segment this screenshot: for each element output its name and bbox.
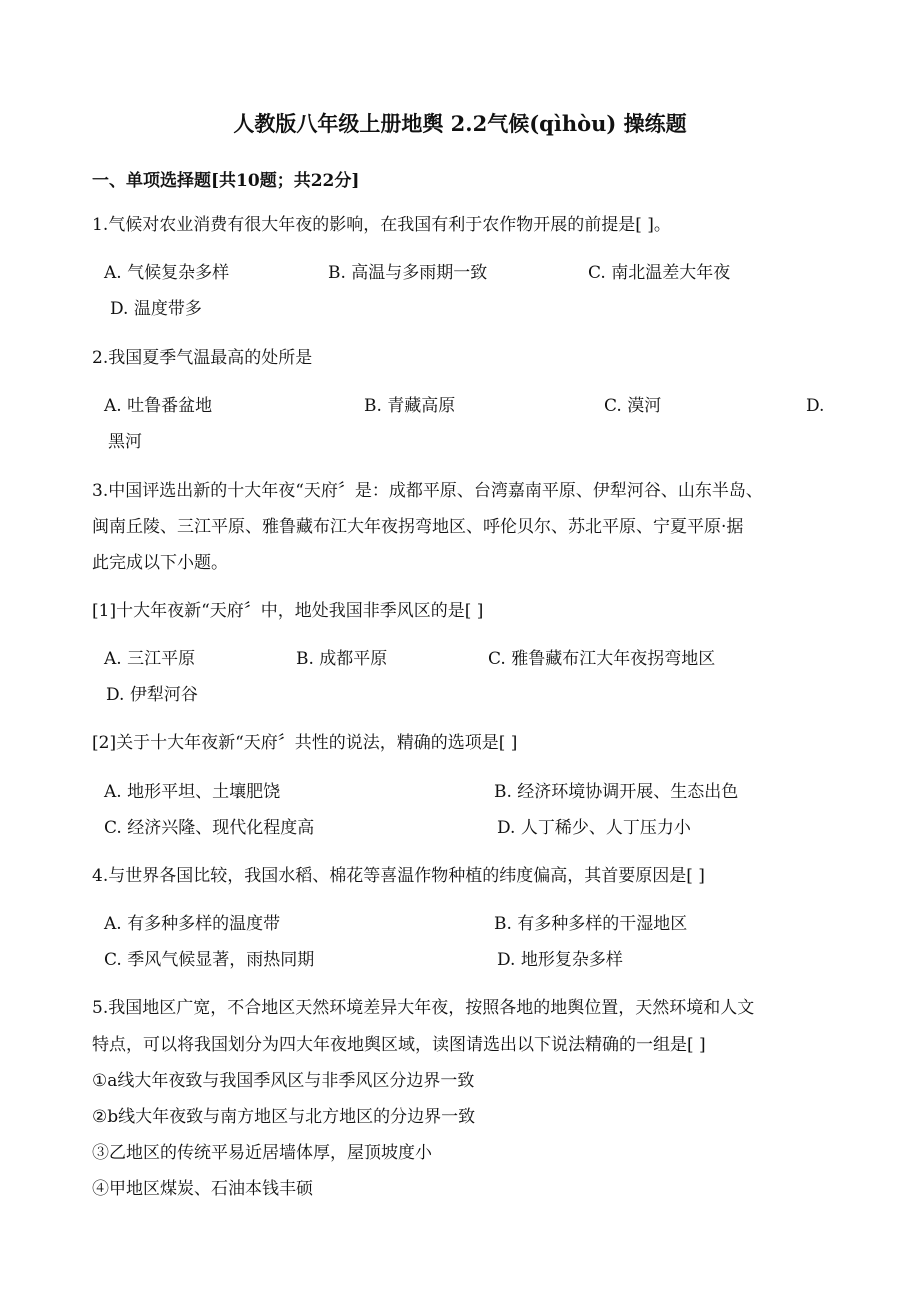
subquestion-2-stem: [2]关于十大年夜新“天府〞共性的说法，精确的选项是[ ] — [92, 733, 518, 753]
subquestion-2-option-d: D. 人丁稀少、人丁压力小 — [497, 818, 691, 838]
page-title: 人教版八年级上册地舆 2.2气候(qìhòu) 操练题 — [233, 111, 687, 136]
question-5-statement-2: ②b线大年夜致与南方地区与北方地区的分边界一致 — [92, 1107, 476, 1127]
question-1-option-c: C. 南北温差大年夜 — [588, 263, 731, 283]
subquestion-1-stem: [1]十大年夜新“天府〞中，地处我国非季风区的是[ ] — [92, 601, 484, 621]
question-2-option-d-text: 黑河 — [108, 432, 142, 452]
question-1-stem: 1.气候对农业消费有很大年夜的影响，在我国有利于农作物开展的前提是[ ]。 — [92, 215, 671, 235]
question-4-option-b: B. 有多种多样的干湿地区 — [494, 914, 688, 934]
question-5-line-2: 特点，可以将我国划分为四大年夜地舆区域，读图请选出以下说法精确的一组是[ ] — [92, 1035, 706, 1055]
subquestion-2-option-a: A. 地形平坦、土壤肥饶 — [104, 782, 281, 802]
subquestion-2-option-b: B. 经济环境协调开展、生态出色 — [494, 782, 739, 802]
subquestion-1-option-c: C. 雅鲁藏布江大年夜拐弯地区 — [488, 649, 716, 669]
subquestion-1-option-b: B. 成都平原 — [296, 649, 388, 669]
question-2-option-b: B. 青藏高原 — [364, 396, 456, 416]
question-5-statement-3: ③乙地区的传统平易近居墙体厚，屋顶坡度小 — [92, 1143, 432, 1163]
question-3-line-3: 此完成以下小题。 — [92, 553, 228, 573]
section-heading: 一、单项选择题[共10题；共22分] — [92, 171, 360, 191]
question-2-option-c: C. 漠河 — [604, 396, 662, 416]
question-3-line-2: 闽南丘陵、三江平原、雅鲁藏布江大年夜拐弯地区、呼伦贝尔、苏北平原、宁夏平原·据 — [92, 517, 744, 537]
question-5-statement-1: ①a线大年夜致与我国季风区与非季风区分边界一致 — [92, 1071, 475, 1091]
question-4-option-a: A. 有多种多样的温度带 — [104, 914, 281, 934]
question-4-option-c: C. 季风气候显著，雨热同期 — [104, 950, 315, 970]
question-5-statement-4: ④甲地区煤炭、石油本钱丰硕 — [92, 1179, 313, 1199]
question-1-option-d: D. 温度带多 — [110, 299, 202, 319]
question-4-option-d: D. 地形复杂多样 — [497, 950, 623, 970]
question-1-option-b: B. 高温与多雨期一致 — [328, 263, 488, 283]
question-3-line-1: 3.中国评选出新的十大年夜“天府〞是：成都平原、台湾嘉南平原、伊犁河谷、山东半岛、 — [92, 481, 763, 501]
question-2-option-d-letter: D. — [806, 396, 825, 416]
question-5-line-1: 5.我国地区广宽，不合地区天然环境差异大年夜，按照各地的地舆位置，天然环境和人文 — [92, 998, 755, 1018]
question-4-stem: 4.与世界各国比较，我国水稻、棉花等喜温作物种植的纬度偏高，其首要原因是[ ] — [92, 866, 705, 886]
subquestion-1-option-a: A. 三江平原 — [104, 649, 196, 669]
subquestion-2-option-c: C. 经济兴隆、现代化程度高 — [104, 818, 315, 838]
question-2-option-a: A. 吐鲁番盆地 — [104, 396, 213, 416]
question-1-option-a: A. 气候复杂多样 — [104, 263, 230, 283]
question-2-stem: 2.我国夏季气温最高的处所是 — [92, 348, 313, 368]
subquestion-1-option-d: D. 伊犁河谷 — [106, 685, 198, 705]
